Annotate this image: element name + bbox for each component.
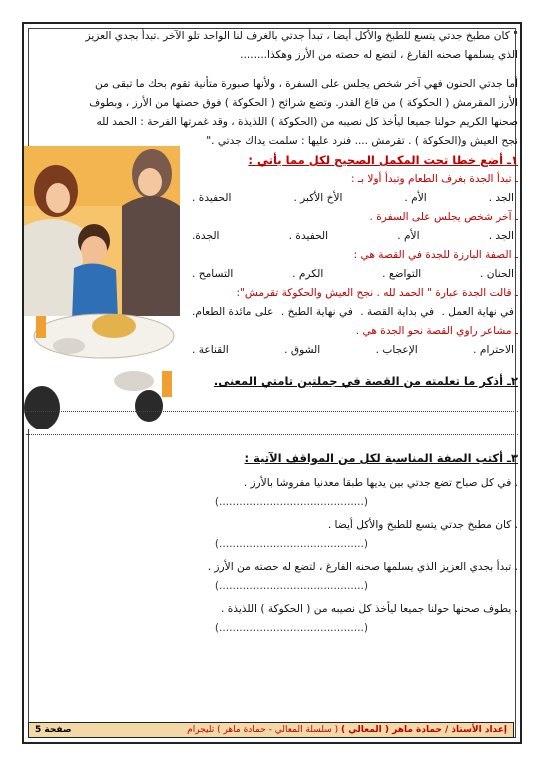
answer-line[interactable] xyxy=(26,395,518,412)
q1-item-options xyxy=(188,189,518,208)
option[interactable]: الحفيدة . xyxy=(288,230,329,242)
option[interactable]: في نهاية الطبخ . xyxy=(280,306,353,318)
q1-item-stem: ـ تبدأ الجدة بغرف الطعام وتبدأ أولا بـ : xyxy=(351,173,518,185)
story-line: أما جدتي الحنون فهي آخر شخص يجلس على السفرة ، ولأنها صبورة متأنية تقوم بحك ما تبقى من xyxy=(95,78,518,90)
footer-author-group xyxy=(187,725,507,735)
q1-item-stem: ـ الصفة البارزة للجدة في القصة هي : xyxy=(353,249,518,261)
story-line: الذي يسلمها صحنه الفارغ ، لتضع له حصته من الأرز وهكذا........ xyxy=(240,49,518,61)
q1-item-options xyxy=(188,227,518,246)
q1-item-options xyxy=(188,341,518,360)
option[interactable]: الأم . xyxy=(404,192,427,204)
story-line: صحنها الكريم حولنا جميعا ليأخذ كل نصيبه من (الحكوكة ) اللذيذة ، وقد غمرتها الفرحة : الحمد لله xyxy=(96,116,518,128)
answer-line[interactable] xyxy=(26,418,518,435)
q3-sentence: . في كل صباح تضع جدتي بين يديها طبقا معدنيا مفروشا بالأرز . xyxy=(243,477,518,489)
question-3-title: ٣ـ أكتب الصفة المناسبة لكل من المواقف الآتية : xyxy=(244,451,518,465)
question-1 xyxy=(188,151,518,360)
option[interactable]: التسامح . xyxy=(192,268,234,280)
footer-author: إعداد الأستاذ / حمادة ماهر ( المعالي ) xyxy=(341,725,507,735)
question-3 xyxy=(26,474,518,638)
option[interactable]: الإعجاب . xyxy=(375,344,418,356)
q1-item-stem: ـ آخر شخص يجلس على السفرة . xyxy=(369,211,518,223)
story-line: نجح العيش و(الحكوكة ) . تقرمش .... فنرد عليها : سلمت يداك جدتي ." xyxy=(206,135,518,147)
page-number: صفحة 5 xyxy=(35,725,72,735)
q3-answer-blank[interactable]: (...........................................) xyxy=(214,580,368,592)
option[interactable]: الجدة. xyxy=(192,230,220,242)
story-line: " كان مطبخ جدتي يتسع للطبخ والأكل أيضا ، تبدأ جدتي بالغرف لنا الواحد تلو الآخر .تبدأ بجدي العزيز xyxy=(85,30,518,42)
q3-sentence: . كان مطبخ جدتي يتسع للطبخ والأكل أيضا . xyxy=(327,519,518,531)
option[interactable]: الكرم . xyxy=(292,268,324,280)
option[interactable]: التواضع . xyxy=(382,268,422,280)
option[interactable]: الشوق . xyxy=(284,344,321,356)
worksheet-content xyxy=(26,27,518,638)
story-paragraph-1 xyxy=(26,27,518,65)
option[interactable]: في نهاية العمل . xyxy=(441,306,514,318)
q1-item-options xyxy=(188,265,518,284)
page-footer xyxy=(28,722,514,738)
option[interactable]: الأم . xyxy=(397,230,420,242)
story-paragraph-2 xyxy=(26,75,518,151)
footer-series: ( سلسلة المعالي - حمادة ماهر ) تليجرام xyxy=(187,725,339,735)
option[interactable]: الأخ الأكبر . xyxy=(293,192,343,204)
option[interactable]: الحنان . xyxy=(480,268,514,280)
option[interactable]: القناعة . xyxy=(192,344,229,356)
option[interactable]: في بداية القصة . xyxy=(360,306,435,318)
question-2-title: ٢ـ أذكر ما تعلمته من القصة في جملتين تامتي المعنى. xyxy=(213,374,518,388)
q3-sentence: . تبدأ بجدي العزيز الذي يسلمها صحنه الفارغ ، لتضع له حصته من الأرز . xyxy=(207,561,518,573)
option[interactable]: الحفيدة . xyxy=(192,192,232,204)
option[interactable]: على مائدة الطعام. xyxy=(192,306,274,318)
option[interactable]: الاحترام . xyxy=(473,344,514,356)
q1-item-options xyxy=(188,303,518,322)
option[interactable]: الجد . xyxy=(488,192,514,204)
question-1-title: ١ـ أضع خطا تحت المكمل الصحيح لكل مما يأتي : xyxy=(248,153,518,167)
q3-answer-blank[interactable]: (...........................................) xyxy=(214,622,368,634)
q1-item-stem: ـ قالت الجدة عبارة " الحمد لله . نجح العيش والحكوكة تقرمش": xyxy=(236,287,518,299)
story-line: الأرز المقرمش ( الحكوكة ) من قاع القدر. وتضع شرائح ( الحكوكة ) فوق حصتها من الأرز ، وبطوف xyxy=(89,97,518,109)
q1-item-stem: ـ مشاعر راوي القصة نحو الجدة هي . xyxy=(355,325,518,337)
option[interactable]: الجد . xyxy=(488,230,514,242)
q3-answer-blank[interactable]: (...........................................) xyxy=(214,496,368,508)
q3-answer-blank[interactable]: (...........................................) xyxy=(214,538,368,550)
q3-sentence: . يطوف صحنها حولنا جميعا ليأخذ كل نصيبه من ( الحكوكة ) اللذيذة . xyxy=(220,603,518,615)
